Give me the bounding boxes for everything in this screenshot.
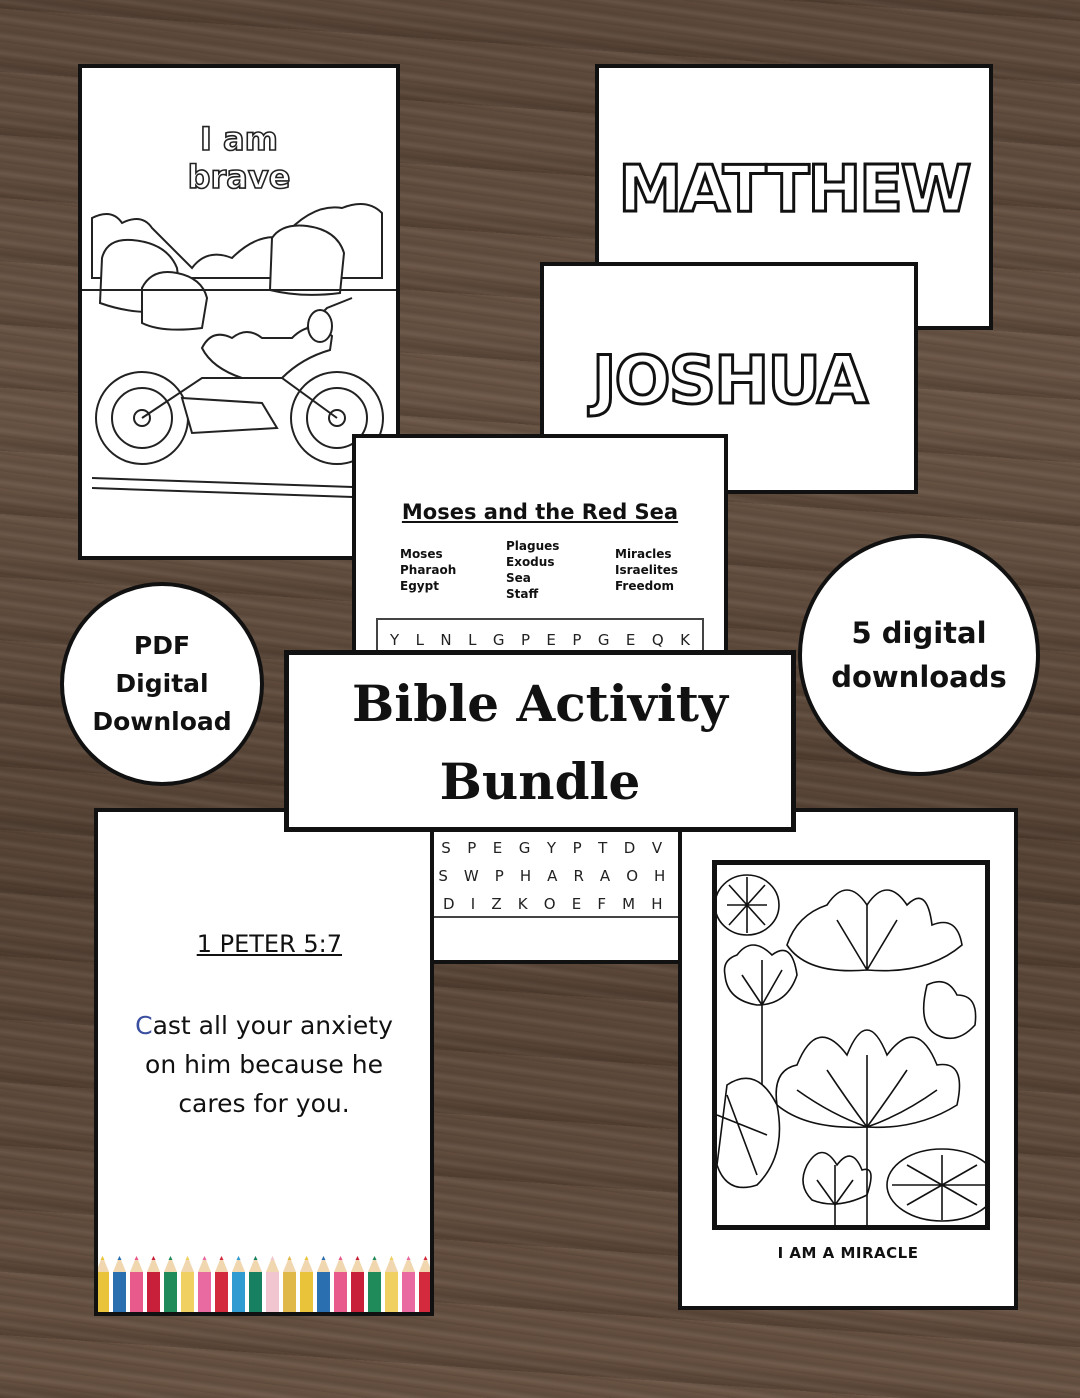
grid-letter: T [598,839,608,857]
grid-letter: Y [390,631,400,649]
grid-letter: R [573,867,584,885]
pencil [147,1256,160,1316]
pencil [368,1256,381,1316]
grid-letter: H [519,867,532,885]
wordsearch-words-col3: Miracles Israelites Freedom [615,547,679,593]
bundle-title-banner: Bible Activity Bundle [284,650,796,832]
pencil [419,1256,432,1316]
pencil [266,1256,279,1316]
grid-letter: N [440,631,452,649]
verse-reference: 1 PETER 5:7 [196,930,342,958]
pencil [317,1256,330,1316]
pdf-download-badge: PDF Digital Download [60,582,264,786]
lotus-frame [712,860,990,1230]
pencil [96,1256,109,1316]
pencil [300,1256,313,1316]
grid-letter: K [680,631,690,649]
grid-letter: H [654,867,666,885]
grid-letter: K [517,895,528,913]
pencil [249,1256,262,1316]
grid-letter: A [547,867,558,885]
brave-title: I am brave [187,120,291,196]
matthew-title: MATTHEW [618,153,970,227]
grid-letter: Q [651,631,664,649]
pencil [351,1256,364,1316]
grid-letter: L [415,631,424,649]
pencil [402,1256,415,1316]
grid-letter: E [571,895,582,913]
verse-page [94,808,434,1316]
pencil [130,1256,143,1316]
pencil [113,1256,126,1316]
lotus-illustration [717,865,985,1225]
verse-first-letter: C [135,1011,153,1040]
grid-letter: D [623,839,636,857]
grid-letter: D [443,895,455,913]
grid-letter: E [625,631,636,649]
grid-letter: M [622,895,636,913]
grid-letter: S [438,867,448,885]
joshua-title: JOSHUA [591,342,867,419]
pencil [232,1256,245,1316]
downloads-count-badge: 5 digital downloads [798,534,1040,776]
grid-letter: E [492,839,503,857]
grid-letter: F [597,895,606,913]
grid-letter: H [651,895,663,913]
pencil [164,1256,177,1316]
wordsearch-title: Moses and the Red Sea [401,500,679,524]
pencil [385,1256,398,1316]
pencil [215,1256,228,1316]
colored-pencils [94,1254,434,1316]
pencil [181,1256,194,1316]
grid-letter: Y [546,839,557,857]
grid-letter: P [572,631,582,649]
pencil [283,1256,296,1316]
grid-letter: O [543,895,556,913]
grid-letter: P [494,867,504,885]
grid-letter: O [626,867,639,885]
grid-letter: G [492,631,505,649]
grid-letter: S [441,839,451,857]
grid-letter: P [520,631,530,649]
grid-letter: E [546,631,556,649]
grid-letter: Z [491,895,502,913]
grid-letter: I [470,895,476,913]
grid-letter: A [599,867,611,885]
verse-text: Cast all your anxiety on him because he cares for you. [135,1011,393,1118]
grid-letter: G [518,839,531,857]
grid-letter: L [468,631,477,649]
miracle-coloring-page [678,808,1018,1310]
wordsearch-words-col2: Plagues Exodus Sea Staff [506,539,560,601]
pencil [198,1256,211,1316]
grid-letter: W [463,867,479,885]
grid-letter: P [467,839,477,857]
grid-letter: P [572,839,582,857]
pencil [334,1256,347,1316]
grid-letter: G [597,631,610,649]
grid-letter: V [651,839,663,857]
motorcycle-illustration [82,198,396,498]
wordsearch-words-col1: Moses Pharaoh Egypt [400,547,457,593]
miracle-caption: I AM A MIRACLE [777,1244,919,1262]
